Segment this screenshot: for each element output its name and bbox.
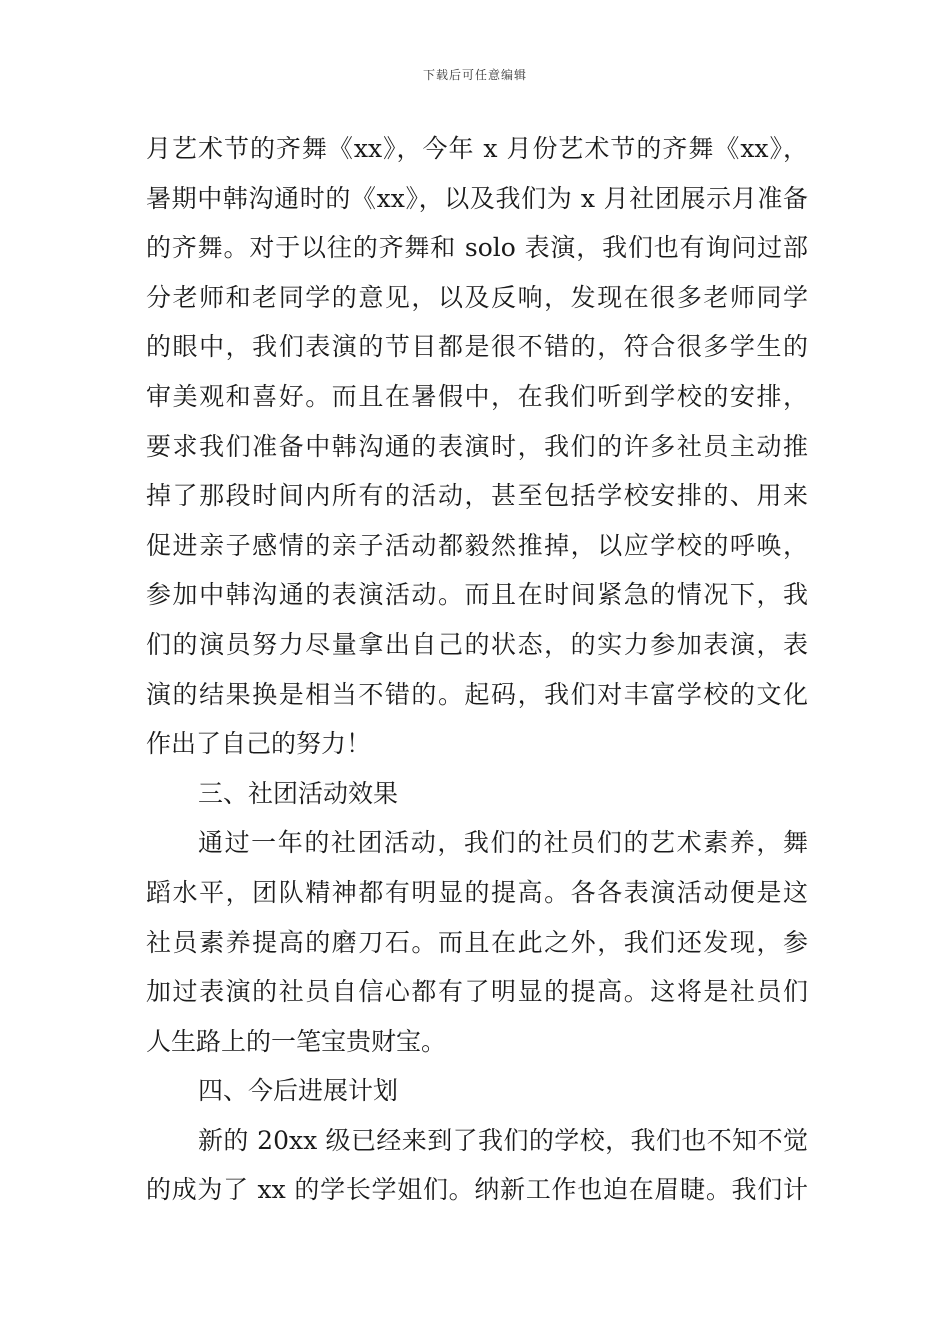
body-line: 要求我们准备中韩沟通的表演时，我们的许多社员主动推 [146,431,808,461]
body-line: 审美观和喜好。而且在暑假中，在我们听到学校的安排， [146,381,808,411]
body-line: 通过一年的社团活动，我们的社员们的艺术素养，舞 [198,828,808,858]
section-heading: 四、今后进展计划 [198,1076,399,1106]
body-line: 的成为了 xx 的学长学姐们。纳新工作也迫在眉睫。我们计 [146,1175,808,1205]
body-line: 加过表演的社员自信心都有了明显的提高。这将是社员们 [146,977,808,1007]
body-line: 促进亲子感情的亲子活动都毅然推掉，以应学校的呼唤， [146,530,808,560]
page-header: 下载后可任意编辑 [422,68,527,82]
body-line: 的眼中，我们表演的节目都是很不错的，符合很多学生的 [146,332,808,362]
body-line: 暑期中韩沟通时的《xx》，以及我们为 x 月社团展示月准备 [146,183,808,213]
body-line: 新的 20xx 级已经来到了我们的学校，我们也不知不觉 [198,1125,808,1155]
body-line: 月艺术节的齐舞《xx》，今年 x 月份艺术节的齐舞《xx》， [146,134,808,163]
document-body [146,124,808,1215]
body-line: 的齐舞。对于以往的齐舞和 solo 表演，我们也有询问过部 [146,233,808,263]
body-line: 参加中韩沟通的表演活动。而且在时间紧急的情况下，我 [146,580,808,610]
body-line: 掉了那段时间内所有的活动，甚至包括学校安排的、用来 [146,481,808,511]
body-line: 人生路上的一笔宝贵财宝。 [146,1026,447,1056]
body-line: 社员素养提高的磨刀石。而且在此之外，我们还发现，参 [146,927,808,957]
body-line: 蹈水平，团队精神都有明显的提高。各各表演活动便是这 [146,877,808,907]
body-line: 分老师和老同学的意见，以及反响，发现在很多老师同学 [146,282,808,312]
body-line: 们的演员努力尽量拿出自己的状态，的实力参加表演，表 [146,629,808,659]
section-heading: 三、社团活动效果 [198,778,399,808]
body-line: 演的结果换是相当不错的。起码，我们对丰富学校的文化 [146,679,808,709]
body-line: 作出了自己的努力！ [146,729,372,759]
